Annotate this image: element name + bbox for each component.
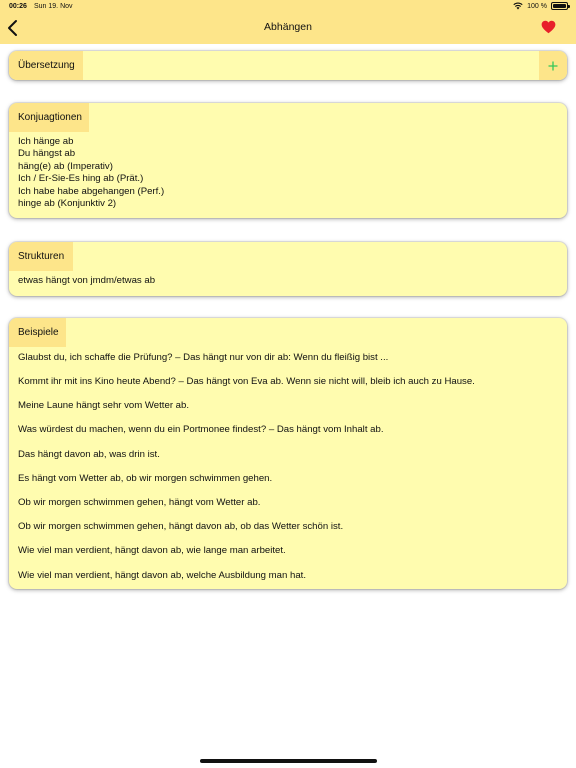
example-item: Das hängt davon ab, was drin ist. [18,448,160,460]
example-item: Es hängt vom Wetter ab, ob wir morgen schwimmen gehen. [18,472,273,484]
page-title: Abhängen [264,21,312,33]
heart-icon[interactable] [541,20,556,34]
top-bar [0,0,576,44]
translation-label: Übersetzung [9,51,83,80]
conjugation-line: Ich hänge ab [18,136,74,147]
example-item: Glaubst du, ich schaffe die Prüfung? – Das hängt nur von dir ab: Wenn du fleißig bist ... [18,351,389,363]
examples-card [9,318,567,589]
wifi-icon [513,2,523,10]
status-date: Sun 19. Nov [34,3,73,10]
add-translation-button[interactable] [539,51,567,80]
plus-icon [548,61,558,71]
conjugation-line: hinge ab (Konjunktiv 2) [18,198,117,210]
examples-label: Beispiele [9,318,66,347]
example-item: Wie viel man verdient, hängt davon ab, welche Ausbildung man hat. [18,569,306,581]
status-indicators [513,2,568,10]
examples-list [18,346,558,588]
conjugation-line: Ich habe habe abgehangen (Perf.) [18,185,165,197]
conjugation-line: Du hängst ab [18,148,76,160]
structures-label: Strukturen [9,242,73,271]
structures-list [18,275,558,287]
structures-card [9,242,567,296]
battery-percentage: 100 % [527,2,547,10]
example-item: Kommt ihr mit ins Kino heute Abend? – Das hängt von Eva ab. Wenn sie nicht will, bleib ich auch zu Hause. [18,376,475,388]
conjugations-card [9,103,567,218]
conjugation-line: Ich / Er-Sie-Es hing ab (Prät.) [18,173,144,185]
conjugations-list [18,136,558,210]
example-item: Meine Laune hängt sehr vom Wetter ab. [18,400,190,412]
home-indicator[interactable] [200,759,377,763]
example-item: Ob wir morgen schwimmen gehen, hängt davon ab, ob das Wetter schön ist. [18,521,344,533]
conjugations-label: Konjuagtionen [9,103,89,132]
translation-card [9,51,567,80]
battery-icon [551,2,568,10]
example-item: Ob wir morgen schwimmen gehen, hängt vom Wetter ab. [18,497,261,509]
example-item: Wie viel man verdient, hängt davon ab, wie lange man arbeitet. [18,545,286,557]
structure-line: etwas hängt von jmdm/etwas ab [18,275,156,286]
example-item: Was würdest du machen, wenn du ein Portmonee findest? – Das hängt vom Inhalt ab. [18,424,384,436]
status-time: 00:26 [9,3,27,10]
conjugation-line: häng(e) ab (Imperativ) [18,160,113,172]
